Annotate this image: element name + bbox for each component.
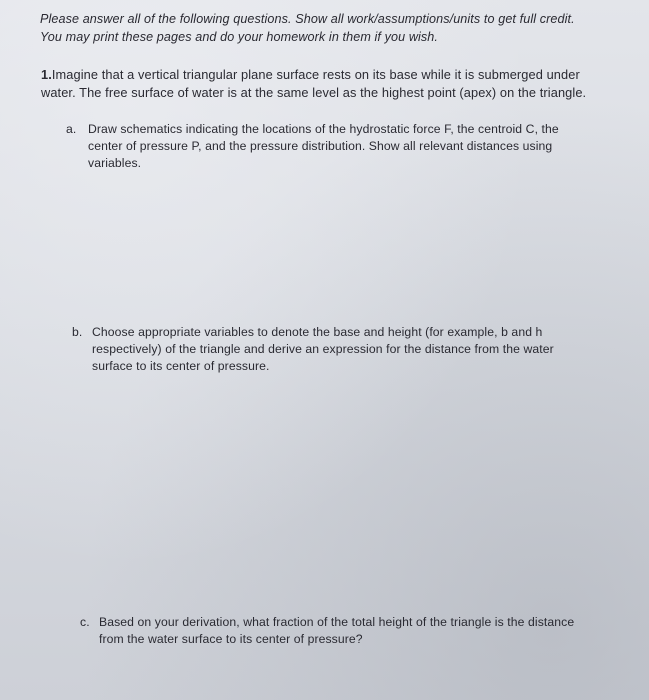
question-1-number: 1. — [41, 67, 52, 82]
question-1-line-1 — [41, 67, 580, 82]
part-c-marker: c. — [80, 615, 90, 629]
instructions-line-1: Please answer all of the following questions. Show all work/assumptions/units to get full credit. — [40, 12, 575, 26]
part-c-line-2: from the water surface to its center of pressure? — [99, 632, 363, 646]
part-b-line-2: respectively) of the triangle and derive an expression for the distance from the water — [92, 342, 554, 356]
part-a-line-3: variables. — [88, 156, 142, 170]
instructions-line-2: You may print these pages and do your homework in them if you wish. — [40, 30, 439, 44]
question-1-line-2: water. The free surface of water is at the same level as the highest point (apex) on the triangle. — [41, 85, 587, 100]
part-b-line-3: surface to its center of pressure. — [92, 359, 270, 373]
part-b-marker: b. — [72, 325, 83, 339]
part-a-line-2: center of pressure P, and the pressure distribution. Show all relevant distances using — [88, 139, 553, 153]
part-a-marker: a. — [66, 122, 77, 136]
part-a-line-1: Draw schematics indicating the locations of the hydrostatic force F, the centroid C, the — [88, 122, 559, 136]
part-c-line-1: Based on your derivation, what fraction of the total height of the triangle is the distance — [99, 615, 575, 629]
part-b-line-1: Choose appropriate variables to denote the base and height (for example, b and h — [92, 325, 543, 339]
question-1-text-1: Imagine that a vertical triangular plane surface rests on its base while it is submerged under — [51, 67, 580, 82]
